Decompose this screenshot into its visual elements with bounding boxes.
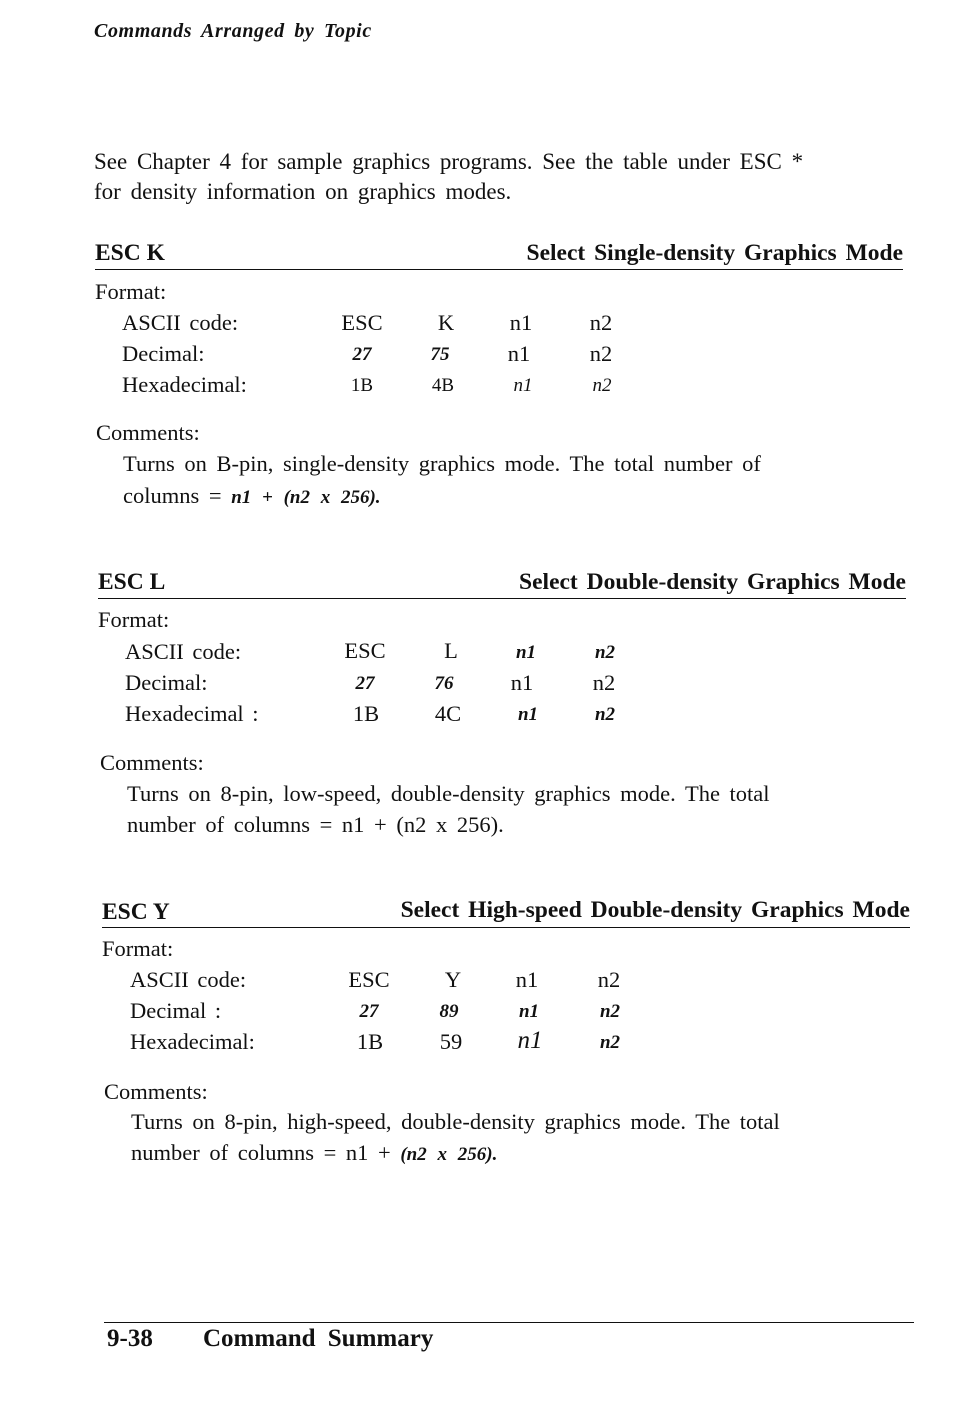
format-label: Format: xyxy=(95,279,167,304)
comment-line-2 xyxy=(131,1140,497,1166)
comment-line-1: Turns on 8-pin, high-speed, double-density graphics mode. The total xyxy=(131,1109,780,1134)
section-command: ESC Y xyxy=(102,899,170,925)
cell-decimal-1: 27 xyxy=(352,344,372,365)
comments-label: Comments: xyxy=(104,1079,208,1104)
cell-hex-2: 4C xyxy=(434,701,462,726)
row-label-decimal: Decimal: xyxy=(122,341,205,366)
cell-ascii-2: L xyxy=(444,638,458,663)
cell-decimal-4: n2 xyxy=(589,341,613,366)
cell-decimal-2: 89 xyxy=(439,1001,459,1022)
cell-decimal-3: n1 xyxy=(518,1001,540,1022)
cell-ascii-1: ESC xyxy=(341,310,383,335)
comment-formula: n1 + (n2 x 256). xyxy=(231,487,381,508)
footer-rule xyxy=(104,1322,914,1323)
comment-line-2: number of columns = n1 + (n2 x 256). xyxy=(127,812,504,837)
format-label: Format: xyxy=(102,936,174,961)
intro-line-1: See Chapter 4 for sample graphics programs. See the table under ESC * xyxy=(94,149,804,174)
comment-line-2 xyxy=(123,483,381,509)
cell-decimal-2: 76 xyxy=(434,673,454,694)
footer-title: Command Summary xyxy=(203,1325,434,1352)
comment-prefix: number of columns = n1 + xyxy=(131,1140,401,1165)
cell-ascii-3: n1 xyxy=(515,967,539,992)
cell-decimal-1: 27 xyxy=(359,1001,379,1022)
cell-ascii-1: ESC xyxy=(344,638,386,663)
comment-formula: (n2 x 256). xyxy=(400,1144,498,1165)
cell-hex-4: n2 xyxy=(599,1032,621,1053)
row-label-hexadecimal: Hexadecimal : xyxy=(125,701,259,726)
cell-decimal-1: 27 xyxy=(355,673,375,694)
cell-hex-4: n2 xyxy=(592,375,612,396)
row-label-decimal: Decimal: xyxy=(125,670,208,695)
comments-label: Comments: xyxy=(96,420,200,445)
cell-decimal-4: n2 xyxy=(599,1001,621,1022)
running-head: Commands Arranged by Topic xyxy=(94,20,372,42)
section-rule xyxy=(102,927,910,928)
format-label: Format: xyxy=(98,607,170,632)
section-title: Select High-speed Double-density Graphics Mode xyxy=(400,897,910,923)
cell-decimal-2: 75 xyxy=(430,344,450,365)
row-label-hexadecimal: Hexadecimal: xyxy=(130,1029,255,1054)
row-label-decimal: Decimal : xyxy=(130,998,222,1023)
row-label-ascii: ASCII code: xyxy=(125,639,242,664)
cell-ascii-4: n2 xyxy=(589,310,613,335)
cell-ascii-4: n2 xyxy=(597,967,621,992)
cell-hex-1: 1B xyxy=(350,375,374,396)
page-number: 9-38 xyxy=(107,1325,153,1352)
comment-prefix: columns = xyxy=(123,483,232,508)
comments-label: Comments: xyxy=(100,750,204,775)
cell-decimal-3: n1 xyxy=(507,341,531,366)
cell-decimal-4: n2 xyxy=(592,670,616,695)
cell-ascii-3: n1 xyxy=(515,642,537,663)
cell-ascii-4: n2 xyxy=(594,642,616,663)
cell-hex-4: n2 xyxy=(594,704,616,725)
cell-ascii-1: ESC xyxy=(348,967,390,992)
cell-hex-1: 1B xyxy=(356,1029,384,1054)
cell-ascii-2: K xyxy=(437,310,455,335)
cell-ascii-3: n1 xyxy=(509,310,533,335)
row-label-hexadecimal: Hexadecimal: xyxy=(122,372,247,397)
comment-line-1: Turns on 8-pin, low-speed, double-density graphics mode. The total xyxy=(127,781,770,806)
cell-ascii-2: Y xyxy=(444,967,462,992)
section-title: Select Single-density Graphics Mode xyxy=(526,240,903,266)
intro-line-2: for density information on graphics modes. xyxy=(94,179,512,204)
cell-decimal-3: n1 xyxy=(510,670,534,695)
section-rule xyxy=(95,269,903,270)
row-label-ascii: ASCII code: xyxy=(130,967,247,992)
comment-line-1: Turns on B-pin, single-density graphics mode. The total number of xyxy=(123,451,761,476)
cell-hex-1: 1B xyxy=(352,701,380,726)
row-label-ascii: ASCII code: xyxy=(122,310,239,335)
section-rule xyxy=(98,598,906,599)
cell-hex-3: n1 xyxy=(517,704,539,725)
cell-hex-3: n1 xyxy=(517,1027,543,1054)
section-title: Select Double-density Graphics Mode xyxy=(519,569,906,595)
cell-hex-2: 4B xyxy=(431,375,455,396)
cell-hex-3: n1 xyxy=(513,375,533,396)
section-command: ESC K xyxy=(95,240,165,266)
section-command: ESC L xyxy=(98,569,166,595)
cell-hex-2: 59 xyxy=(439,1029,463,1054)
